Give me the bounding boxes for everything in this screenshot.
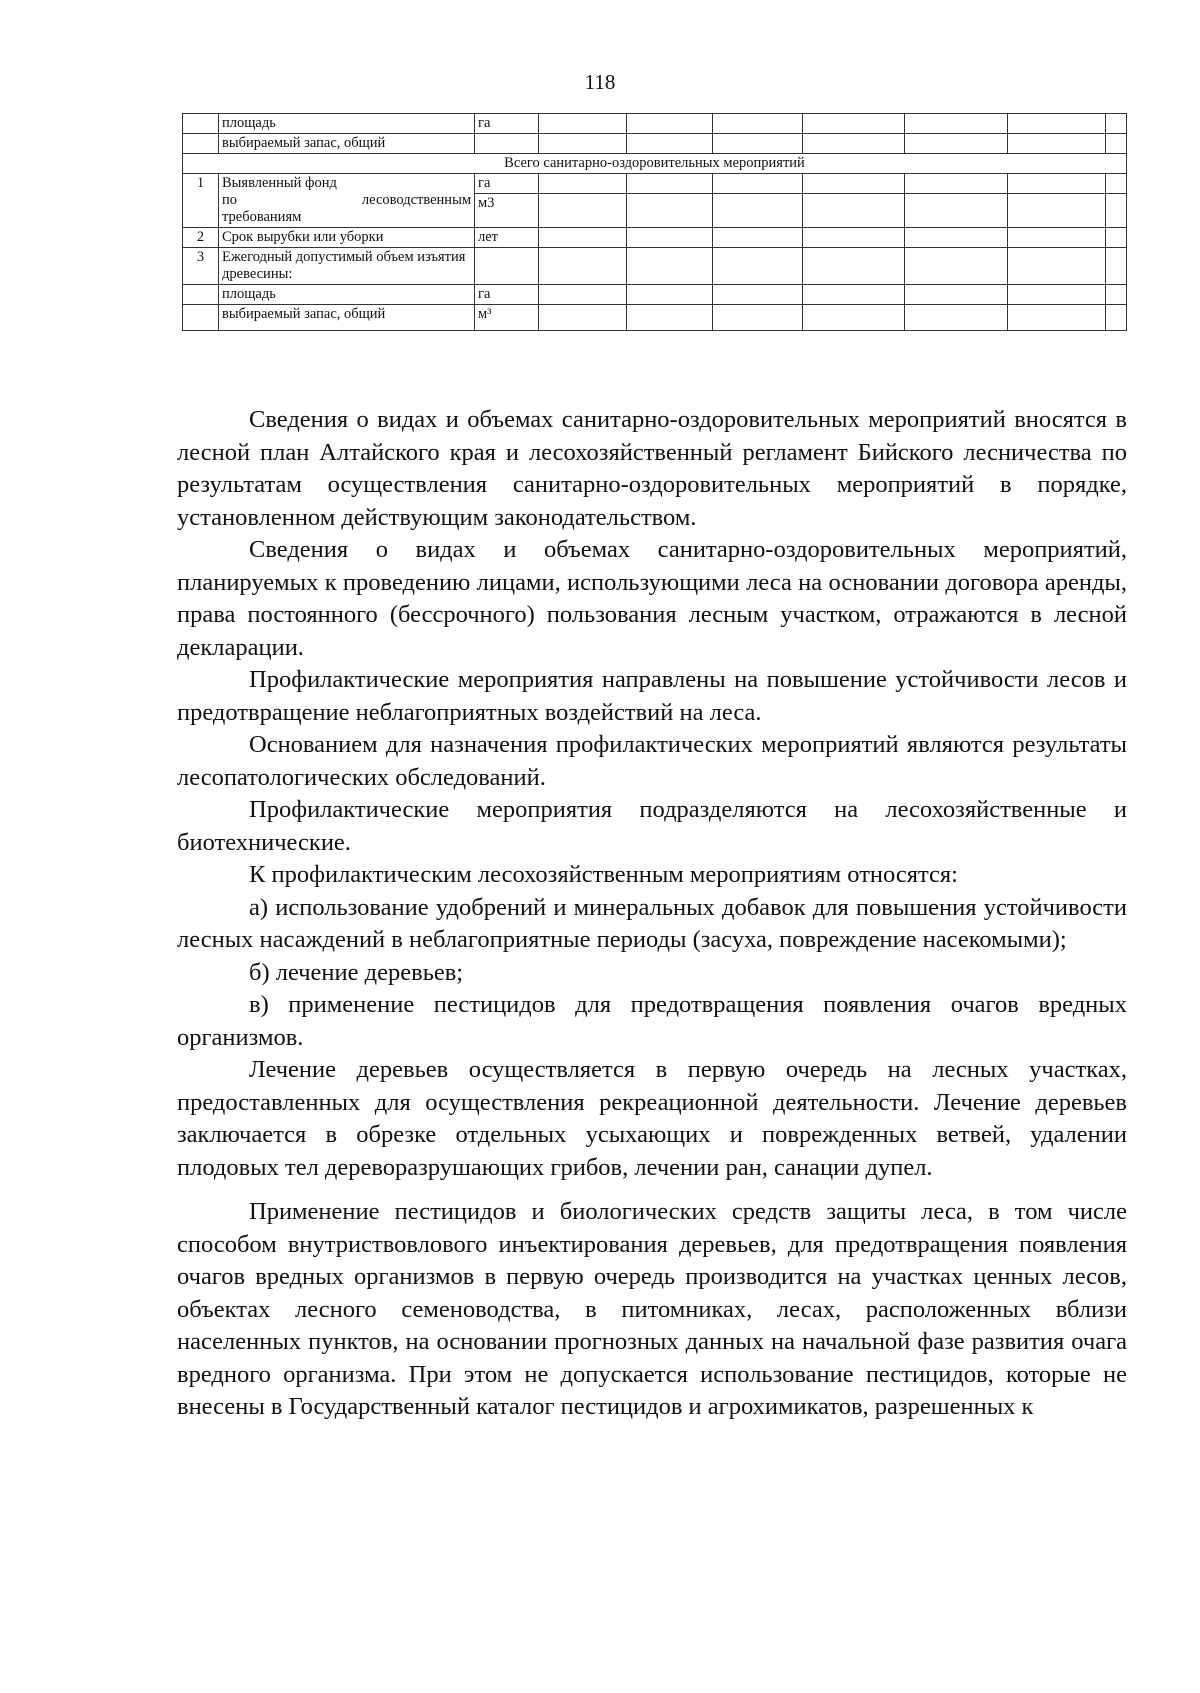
row-name-cell: выбираемый запас, общий — [219, 134, 475, 154]
name-line: требованиям — [222, 209, 302, 225]
row-name-cell: площадь — [219, 114, 475, 134]
row-name-cell: Срок вырубки или уборки — [219, 228, 475, 248]
table-row — [183, 305, 1127, 331]
body-text — [177, 404, 1127, 1424]
name-word: по — [222, 192, 238, 208]
name-word: лесоводственным — [361, 192, 471, 208]
table-row — [183, 248, 1127, 285]
row-number-cell: 3 — [183, 248, 219, 285]
row-number-cell — [183, 114, 219, 134]
row-unit-cell: га — [475, 174, 539, 194]
row-unit-cell: м³ — [475, 305, 539, 331]
table-section-row — [183, 154, 1127, 174]
table-row — [183, 228, 1127, 248]
table-row — [183, 285, 1127, 305]
section-title-cell: Всего санитарно-оздоровительных мероприятий — [183, 154, 1127, 174]
list-item: б) лечение деревьев; — [249, 958, 464, 986]
row-number-cell — [183, 285, 219, 305]
row-number-cell — [183, 305, 219, 331]
name-line: Выявленный фонд — [222, 175, 337, 191]
paragraph: Профилактические мероприятия подразделяются на лесохозяйственные и биотехнические. — [177, 796, 1127, 856]
row-name-cell: выбираемый запас, общий — [219, 305, 475, 331]
paragraph: К профилактическим лесохозяйственным мероприятиям относятся: — [249, 861, 958, 888]
paragraph: Лечение деревьев осуществляется в первую очередь на лесных участках, предоставленных для осуществления рекреационной деятельности. Лечение деревьев заключается в обрезке отдельных усыхающих и поврежденных ветвей, удалении плодовых тел дереворазрушающих грибов, лечении ран, санации дупел. — [177, 1056, 1127, 1181]
row-unit-cell: лет — [475, 228, 539, 248]
table-row — [183, 114, 1127, 134]
row-number-cell — [183, 134, 219, 154]
paragraph: Применение пестицидов и биологических средств защиты леса, в том числе способом внутриствовлового инъектирования деревьев, для предотвращения появления очагов вредных организмов в первую очередь производится на участках ценных лесов, объектах лесного семеноводства, в питомниках, лесах, расположенных вблизи населенных пунктов, на основании прогнозных данных на начальной фазе развития очага вредного организма. При этом не допускается использование пестицидов, которые не внесены в Государственный каталог пестицидов и агрохимикатов, разрешенных к — [177, 1198, 1127, 1420]
list-item: а) использование удобрений и минеральных добавок для повышения устойчивости лесных насаждений в неблагоприятные периоды (засуха, повреждение насекомыми); — [177, 893, 1127, 953]
row-unit-cell — [475, 134, 539, 154]
table-row — [183, 134, 1127, 154]
list-item: в) применение пестицидов для предотвращения появления очагов вредных организмов. — [177, 991, 1127, 1051]
paragraph: Основанием для назначения профилактических мероприятий являются результаты лесопатологических обследований. — [177, 731, 1127, 791]
row-unit-cell: га — [475, 285, 539, 305]
row-number-cell: 2 — [183, 228, 219, 248]
paragraph: Профилактические мероприятия направлены на повышение устойчивости лесов и предотвращение неблагоприятных воздействий на леса. — [177, 666, 1127, 726]
name-line — [222, 192, 471, 209]
data-table — [182, 113, 1127, 331]
table-row — [183, 174, 1127, 194]
row-number-cell: 1 — [183, 174, 219, 228]
paragraph: Сведения о видах и объемах санитарно-оздоровительных мероприятий, планируемых к проведению лицами, использующими леса на основании договора аренды, права постоянного (бессрочного) пользования лесным участком, отражаются в лесной декларации. — [177, 536, 1127, 661]
row-unit-cell: га — [475, 114, 539, 134]
row-unit-cell: м3 — [475, 194, 539, 228]
paragraph: Сведения о видах и объемах санитарно-оздоровительных мероприятий вносятся в лесной план Алтайского края и лесохозяйственный регламент Бийского лесничества по результатам осуществления санитарно-оздоровительных мероприятий в порядке, установленном действующим законодательством. — [177, 406, 1127, 531]
row-name-cell: Ежегодный допустимый объем изъятия древесины: — [219, 248, 475, 285]
page-number: 118 — [584, 70, 616, 94]
row-name-cell — [219, 174, 475, 228]
row-name-cell: площадь — [219, 285, 475, 305]
